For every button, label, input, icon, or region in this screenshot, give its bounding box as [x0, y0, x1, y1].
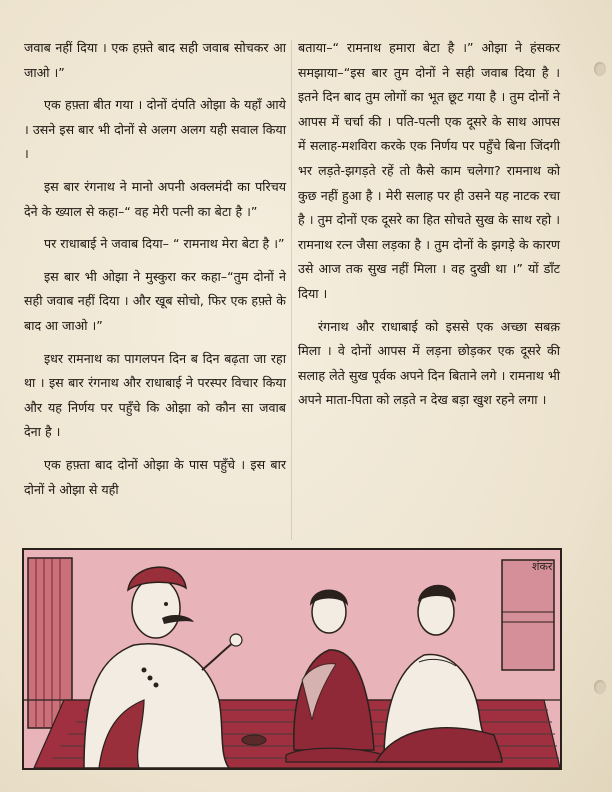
paragraph: इधर रामनाथ का पागलपन दिन ब दिन बढ़ता जा रहा था । इस बार रंगनाथ और राधाबाई ने परस्पर विचार किया और यह निर्णय पर पहुँचे कि ओझा को कौन सा जवाब देना है ।	[24, 350, 286, 440]
page-scuff	[594, 62, 606, 76]
bowl	[242, 735, 266, 745]
paragraph: पर राधाबाई ने जवाब दिया– “ रामनाथ मेरा बेटा है ।”	[44, 236, 285, 252]
illustration-drawing	[24, 550, 560, 768]
left-text-column	[24, 36, 286, 510]
window	[502, 560, 554, 670]
paragraph: जवाब नहीं दिया । एक हफ़्ते बाद सही जवाब सोचकर आ जाओ ।”	[24, 40, 286, 80]
paragraph: बताया–“ रामनाथ हमारा बेटा है ।” ओझा ने हंसकर समझाया–“इस बार तुम दोनों ने सही जवाब दिया है । इतने दिन बाद तुम लोगों का भूत छूट गया है । तुम दोनों ने आपस में चर्चा की । पति-पत्नी एक दूसरे के साथ आपस में सलाह-मशविरा करके एक निर्णय पर पहुँचे बिना जिंदगी भर लड़ते-झगड़ते रहें तो कैसे काम चलेगा? रामनाथ को कुछ नहीं हुआ है । मेरी सलाह पर ही उसने यह नाटक रचा है । तुम दोनों एक दूसरे का हित सोचते सुख के साथ रहो । रामनाथ रत्न जैसा लड़का है । तुम दोनों के झगड़े के कारण उसे आज तक सुख नहीं मिला । वह दुखी था ।” यों डाँट दिया ।	[298, 40, 560, 301]
artist-signature: शंकर	[532, 560, 553, 573]
right-text-column	[298, 36, 560, 421]
page-scuff	[594, 680, 606, 694]
paragraph: एक हफ़्ता बीत गया । दोनों दंपति ओझा के यहाँ आये । उसने इस बार भी दोनों से अलग अलग यही सवाल किया ।	[24, 97, 286, 162]
paragraph: इस बार रंगनाथ ने मानो अपनी अक्लमंदी का परिचय देने के ख्याल से कहा–“ वह मेरी पत्नी का बेटा है ।”	[24, 178, 286, 219]
column-gutter	[291, 40, 292, 540]
paragraph: एक हफ़्ता बाद दोनों ओझा के पास पहुँचे । इस बार दोनों ने ओझा से यही	[24, 456, 286, 497]
story-illustration	[22, 548, 562, 770]
paragraph: रंगनाथ और राधाबाई को इससे एक अच्छा सबक़ मिला । वे दोनों आपस में लड़ना छोड़कर एक दूसरे की सलाह लेते सुख पूर्वक अपने दिन बिताने लगे । रामनाथ भी अपने माता-पिता को लड़ते न देख बड़ा खुश रहने लगा ।	[298, 318, 560, 408]
paragraph: इस बार भी ओझा ने मुस्कुरा कर कहा–“तुम दोनों ने सही जवाब नहीं दिया । और खूब सोचो, फिर एक हफ़्ते के बाद आ जाओ ।”	[24, 268, 286, 333]
